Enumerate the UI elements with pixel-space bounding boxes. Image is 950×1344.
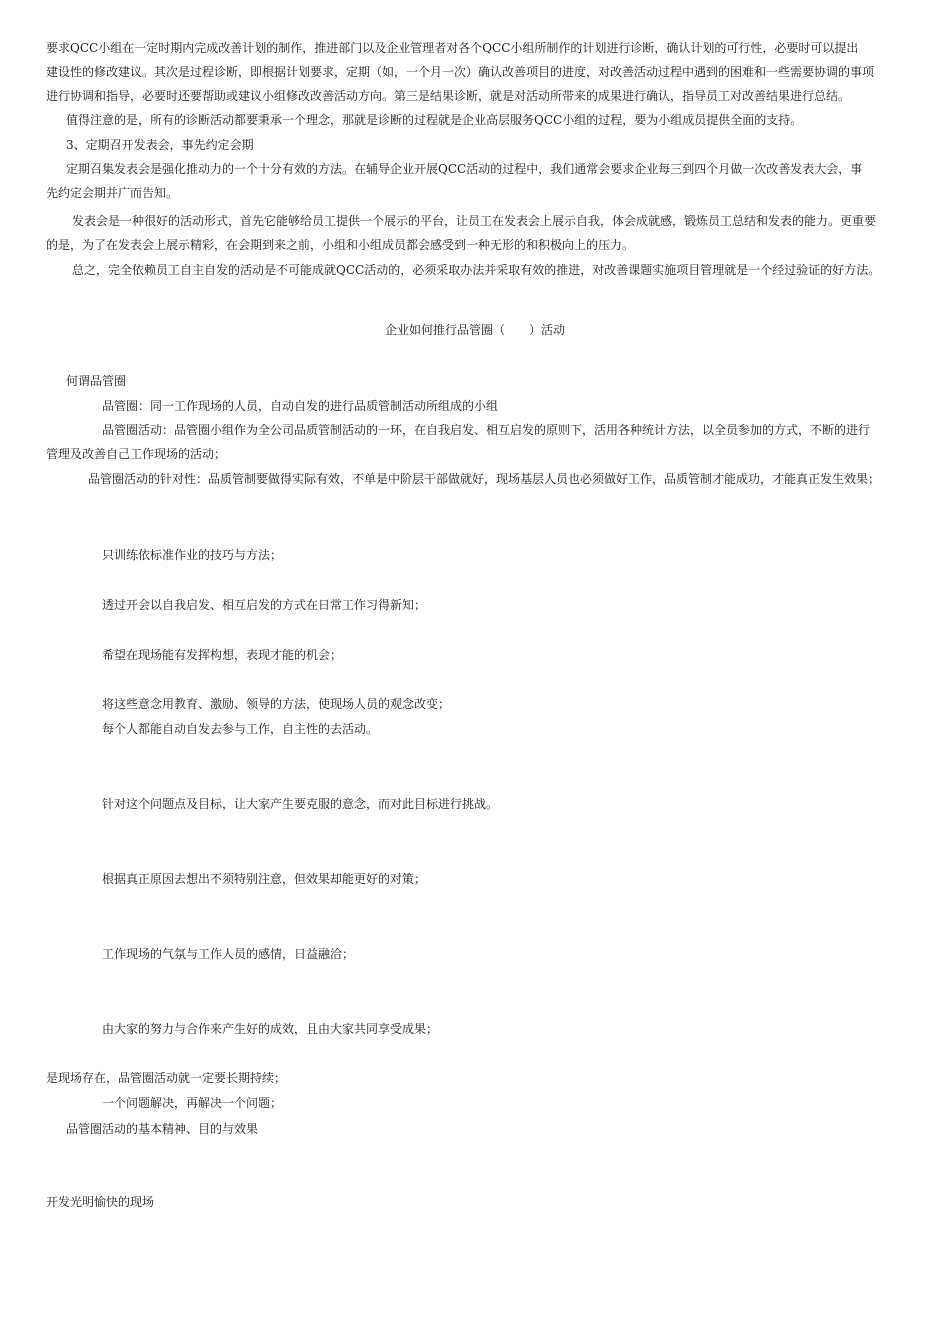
sustained-c: 一个问题解决，再解决一个问题； bbox=[102, 1096, 283, 1110]
activity-line-1: 品管圈活动：品管圈小组作为全公司品质管制活动的一环，在自我启发、相互启发的原则下，活用各种统计方法，以全员参加的方式，不断的进行 bbox=[102, 423, 871, 437]
spirit-title: 品管圈活动的基本精神、目的与效果 bbox=[66, 1122, 259, 1136]
teamwork-c: 由大家的努力与合作来产生好的成效，且由大家共同享受成果； bbox=[102, 1022, 439, 1036]
sustained-b: 是现场存在，品管圈活动就一定要长期持续； bbox=[46, 1071, 287, 1085]
center-title: 企业如何推行品管圈（ ）活动 bbox=[384, 323, 565, 337]
challenge-c: 针对这个问题点及目标，让大家产生要克服的意念，而对此目标进行挑战。 bbox=[102, 797, 499, 811]
autonomy-d: 将这些意念用教育、激励、领导的方法，使现场人员的观念改变； bbox=[102, 697, 451, 711]
activity-line-2: 管理及改善自己工作现场的活动； bbox=[46, 447, 227, 461]
review-line-2: 建设性的修改建议。其次是过程诊断，即根据计划要求，定期（如，一个月一次）确认改善项目的进度，对改善活动过程中遇到的困难和一些需要协调的事项 bbox=[46, 65, 875, 79]
autonomy-e: 每个人都能自动自发去参与工作，自主性的去活动。 bbox=[102, 722, 379, 736]
form-line-2: 的是，为了在发表会上展示精彩，在会期到来之前，小组和小组成员都会感受到一种无形的和积极向上的压力。 bbox=[46, 238, 635, 252]
section-heading-3: 3、定期召开发表会，事先约定会期 bbox=[66, 138, 254, 152]
all-staff-c: 工作现场的气氛与工作人员的感情，日益融洽； bbox=[102, 947, 355, 961]
spirit-row-2: 开发光明愉快的现场 bbox=[46, 1195, 155, 1209]
summary-paragraph: 总之，完全依赖员工自主自发的活动是不可能成就QCC活动的，必须采取办法并采取有效的推进，对改善课题实施项目管理就是一个经过验证的好方法。 bbox=[72, 263, 881, 277]
meeting-line-1: 定期召集发表会是强化推动力的一个十分有效的方法。在辅导企业开展QCC活动的过程中，我们通常会要求企业每三到四个月做一次改善发表大会，事 bbox=[66, 162, 863, 176]
education-d: 透过开会以自我启发、相互启发的方式在日常工作习得新知； bbox=[102, 598, 427, 612]
scientific-c: 根据真正原因去想出不须特别注意，但效果却能更好的对策； bbox=[102, 872, 427, 886]
autonomy-b: 希望在现场能有发挥构想，表现才能的机会； bbox=[102, 648, 343, 662]
definition-line: 品管圈：同一工作现场的人员，自动自发的进行品质管制活动所组成的小组 bbox=[102, 399, 499, 413]
meeting-line-2: 先约定会期并广而告知。 bbox=[46, 186, 179, 200]
form-line-1: 发表会是一种很好的活动形式，首先它能够给员工提供一个展示的平台，让员工在发表会上展示自我，体会成就感，锻炼员工总结和发表的能力。更重要 bbox=[72, 214, 877, 228]
review-line-3: 进行协调和指导，必要时还要帮助或建议小组修改改善活动方向。第三是结果诊断，就是对活动所带来的成果进行确认，指导员工对改善结果进行总结。 bbox=[46, 89, 851, 103]
what-is-heading: 何谓品管圈 bbox=[66, 374, 127, 388]
note-paragraph: 值得注意的是，所有的诊断活动都要秉承一个理念，那就是诊断的过程就是企业高层服务QCC小组的过程，要为小组成员提供全面的支持。 bbox=[66, 113, 803, 127]
review-line-1: 要求QCC小组在一定时期内完成改善计划的制作，推进部门以及企业管理者对各个QCC小组所制作的计划进行诊断，确认计划的可行性，必要时可以提出 bbox=[46, 41, 859, 55]
targeted-line: 品管圈活动的针对性：品质管制要做得实际有效，不单是中阶层干部做就好，现场基层人员也必须做好工作，品质管制才能成功，才能真正发生效果； bbox=[88, 472, 881, 486]
education-b: 只训练依标准作业的技巧与方法； bbox=[102, 548, 283, 562]
